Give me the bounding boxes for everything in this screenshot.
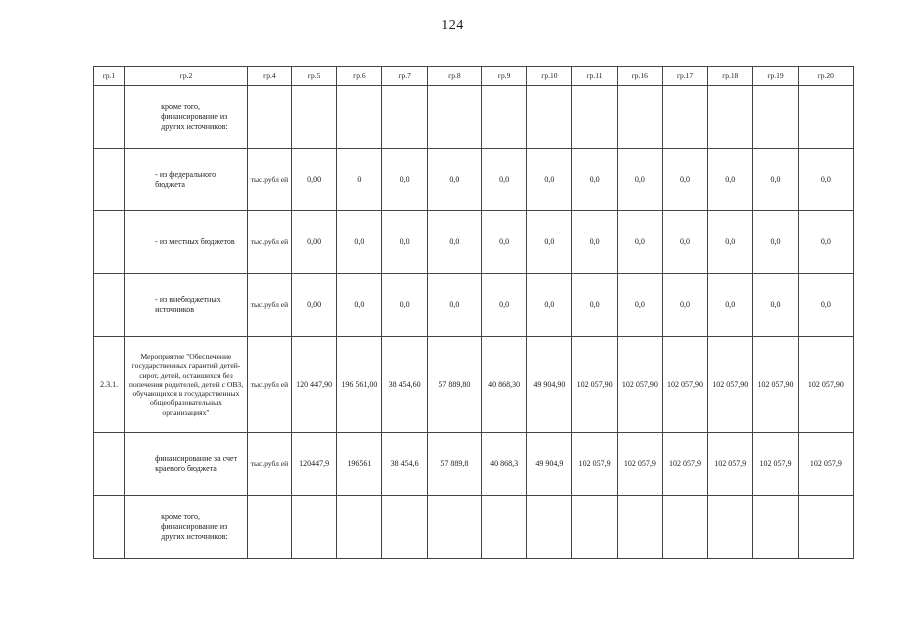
row-name: кроме того, финансирование из других источников: — [125, 86, 248, 149]
value-cell: 0,0 — [753, 211, 798, 274]
row-unit: тыс.рубл ей — [247, 274, 291, 337]
value-cell: 0,0 — [572, 274, 617, 337]
value-cell — [662, 496, 707, 559]
value-cell — [798, 86, 853, 149]
value-cell — [527, 86, 572, 149]
row-unit: тыс.рубл ей — [247, 433, 291, 496]
value-cell: 38 454,60 — [382, 337, 427, 433]
value-cell: 49 904,9 — [527, 433, 572, 496]
value-cell: 0,0 — [382, 274, 427, 337]
header-cell: гр.7 — [382, 67, 427, 86]
value-cell: 0,0 — [662, 274, 707, 337]
value-cell: 0,0 — [527, 274, 572, 337]
header-cell: гр.11 — [572, 67, 617, 86]
row-name: - из внебюджетных источников — [125, 274, 248, 337]
value-cell — [427, 496, 481, 559]
value-cell — [708, 496, 753, 559]
value-cell: 196 561,00 — [337, 337, 382, 433]
budget-table — [93, 66, 854, 559]
value-cell: 0,0 — [382, 211, 427, 274]
value-cell: 102 057,90 — [572, 337, 617, 433]
header-cell: гр.19 — [753, 67, 798, 86]
value-cell: 102 057,9 — [798, 433, 853, 496]
value-cell: 0,0 — [753, 149, 798, 211]
row-number — [94, 86, 125, 149]
header-row — [94, 67, 854, 86]
value-cell: 0,0 — [662, 211, 707, 274]
page-number: 124 — [441, 18, 464, 33]
header-cell: гр.10 — [527, 67, 572, 86]
value-cell: 102 057,90 — [753, 337, 798, 433]
value-cell — [427, 86, 481, 149]
header-cell: гр.8 — [427, 67, 481, 86]
value-cell: 0,0 — [708, 274, 753, 337]
value-cell — [337, 496, 382, 559]
header-cell: гр.1 — [94, 67, 125, 86]
value-cell: 38 454,6 — [382, 433, 427, 496]
header-cell: гр.4 — [247, 67, 291, 86]
value-cell — [753, 86, 798, 149]
value-cell — [482, 86, 527, 149]
value-cell: 0,0 — [572, 211, 617, 274]
value-cell: 0,0 — [708, 149, 753, 211]
row-number — [94, 149, 125, 211]
table-row — [94, 274, 854, 337]
value-cell: 0,00 — [292, 149, 337, 211]
value-cell: 0,0 — [798, 211, 853, 274]
value-cell: 40 868,3 — [482, 433, 527, 496]
value-cell: 49 904,90 — [527, 337, 572, 433]
value-cell — [572, 496, 617, 559]
value-cell: 0,0 — [617, 274, 662, 337]
value-cell: 0,0 — [482, 149, 527, 211]
value-cell: 102 057,90 — [708, 337, 753, 433]
row-unit — [247, 86, 291, 149]
row-unit — [247, 496, 291, 559]
value-cell: 57 889,8 — [427, 433, 481, 496]
value-cell: 102 057,9 — [753, 433, 798, 496]
value-cell: 0,0 — [753, 274, 798, 337]
row-name: - из местных бюджетов — [125, 211, 248, 274]
value-cell: 120 447,90 — [292, 337, 337, 433]
value-cell: 0,0 — [427, 274, 481, 337]
header-cell: гр.9 — [482, 67, 527, 86]
header-cell: гр.18 — [708, 67, 753, 86]
value-cell: 0,00 — [292, 274, 337, 337]
value-cell: 0,0 — [617, 211, 662, 274]
value-cell: 0,00 — [292, 211, 337, 274]
value-cell: 0,0 — [572, 149, 617, 211]
value-cell: 0 — [337, 149, 382, 211]
value-cell — [662, 86, 707, 149]
row-number: 2.3.1. — [94, 337, 125, 433]
table-row — [94, 86, 854, 149]
value-cell: 40 868,30 — [482, 337, 527, 433]
value-cell: 0,0 — [427, 149, 481, 211]
value-cell — [708, 86, 753, 149]
value-cell: 102 057,90 — [617, 337, 662, 433]
row-name: кроме того, финансирование из других источников: — [125, 496, 248, 559]
value-cell — [753, 496, 798, 559]
value-cell: 0,0 — [798, 274, 853, 337]
value-cell — [482, 496, 527, 559]
value-cell: 0,0 — [337, 274, 382, 337]
row-number — [94, 274, 125, 337]
value-cell: 0,0 — [617, 149, 662, 211]
row-name: Мероприятие "Обеспечение государственных гарантий детей-сирот, детей, оставшихся без попечения родителей, детей с ОВЗ, обучающихся в государственных общеобразовательных организациях" — [125, 337, 248, 433]
value-cell: 120447,9 — [292, 433, 337, 496]
value-cell: 0,0 — [527, 211, 572, 274]
value-cell: 102 057,9 — [572, 433, 617, 496]
header-cell: гр.16 — [617, 67, 662, 86]
value-cell: 102 057,9 — [617, 433, 662, 496]
header-cell: гр.6 — [337, 67, 382, 86]
value-cell — [292, 86, 337, 149]
header-cell: гр.5 — [292, 67, 337, 86]
header-cell: гр.17 — [662, 67, 707, 86]
value-cell: 0,0 — [382, 149, 427, 211]
row-unit: тыс.рубл ей — [247, 337, 291, 433]
table-row — [94, 337, 854, 433]
value-cell — [617, 496, 662, 559]
row-number — [94, 433, 125, 496]
value-cell: 102 057,90 — [662, 337, 707, 433]
header-cell: гр.2 — [125, 67, 248, 86]
value-cell: 102 057,90 — [798, 337, 853, 433]
value-cell: 0,0 — [708, 211, 753, 274]
value-cell: 57 889,80 — [427, 337, 481, 433]
table-row — [94, 149, 854, 211]
value-cell — [292, 496, 337, 559]
value-cell — [798, 496, 853, 559]
value-cell: 196561 — [337, 433, 382, 496]
table-row — [94, 211, 854, 274]
value-cell — [382, 496, 427, 559]
table-row — [94, 496, 854, 559]
value-cell: 0,0 — [798, 149, 853, 211]
value-cell: 102 057,9 — [708, 433, 753, 496]
row-name: - из федерального бюджета — [125, 149, 248, 211]
value-cell — [617, 86, 662, 149]
header-cell: гр.20 — [798, 67, 853, 86]
value-cell — [572, 86, 617, 149]
row-unit: тыс.рубл ей — [247, 149, 291, 211]
value-cell: 0,0 — [482, 211, 527, 274]
value-cell: 0,0 — [482, 274, 527, 337]
value-cell — [382, 86, 427, 149]
value-cell: 0,0 — [427, 211, 481, 274]
table-row — [94, 433, 854, 496]
value-cell: 102 057,9 — [662, 433, 707, 496]
row-number — [94, 496, 125, 559]
value-cell: 0,0 — [527, 149, 572, 211]
value-cell: 0,0 — [337, 211, 382, 274]
value-cell: 0,0 — [662, 149, 707, 211]
value-cell — [527, 496, 572, 559]
row-unit: тыс.рубл ей — [247, 211, 291, 274]
row-name: финансирование за счет краевого бюджета — [125, 433, 248, 496]
row-number — [94, 211, 125, 274]
value-cell — [337, 86, 382, 149]
